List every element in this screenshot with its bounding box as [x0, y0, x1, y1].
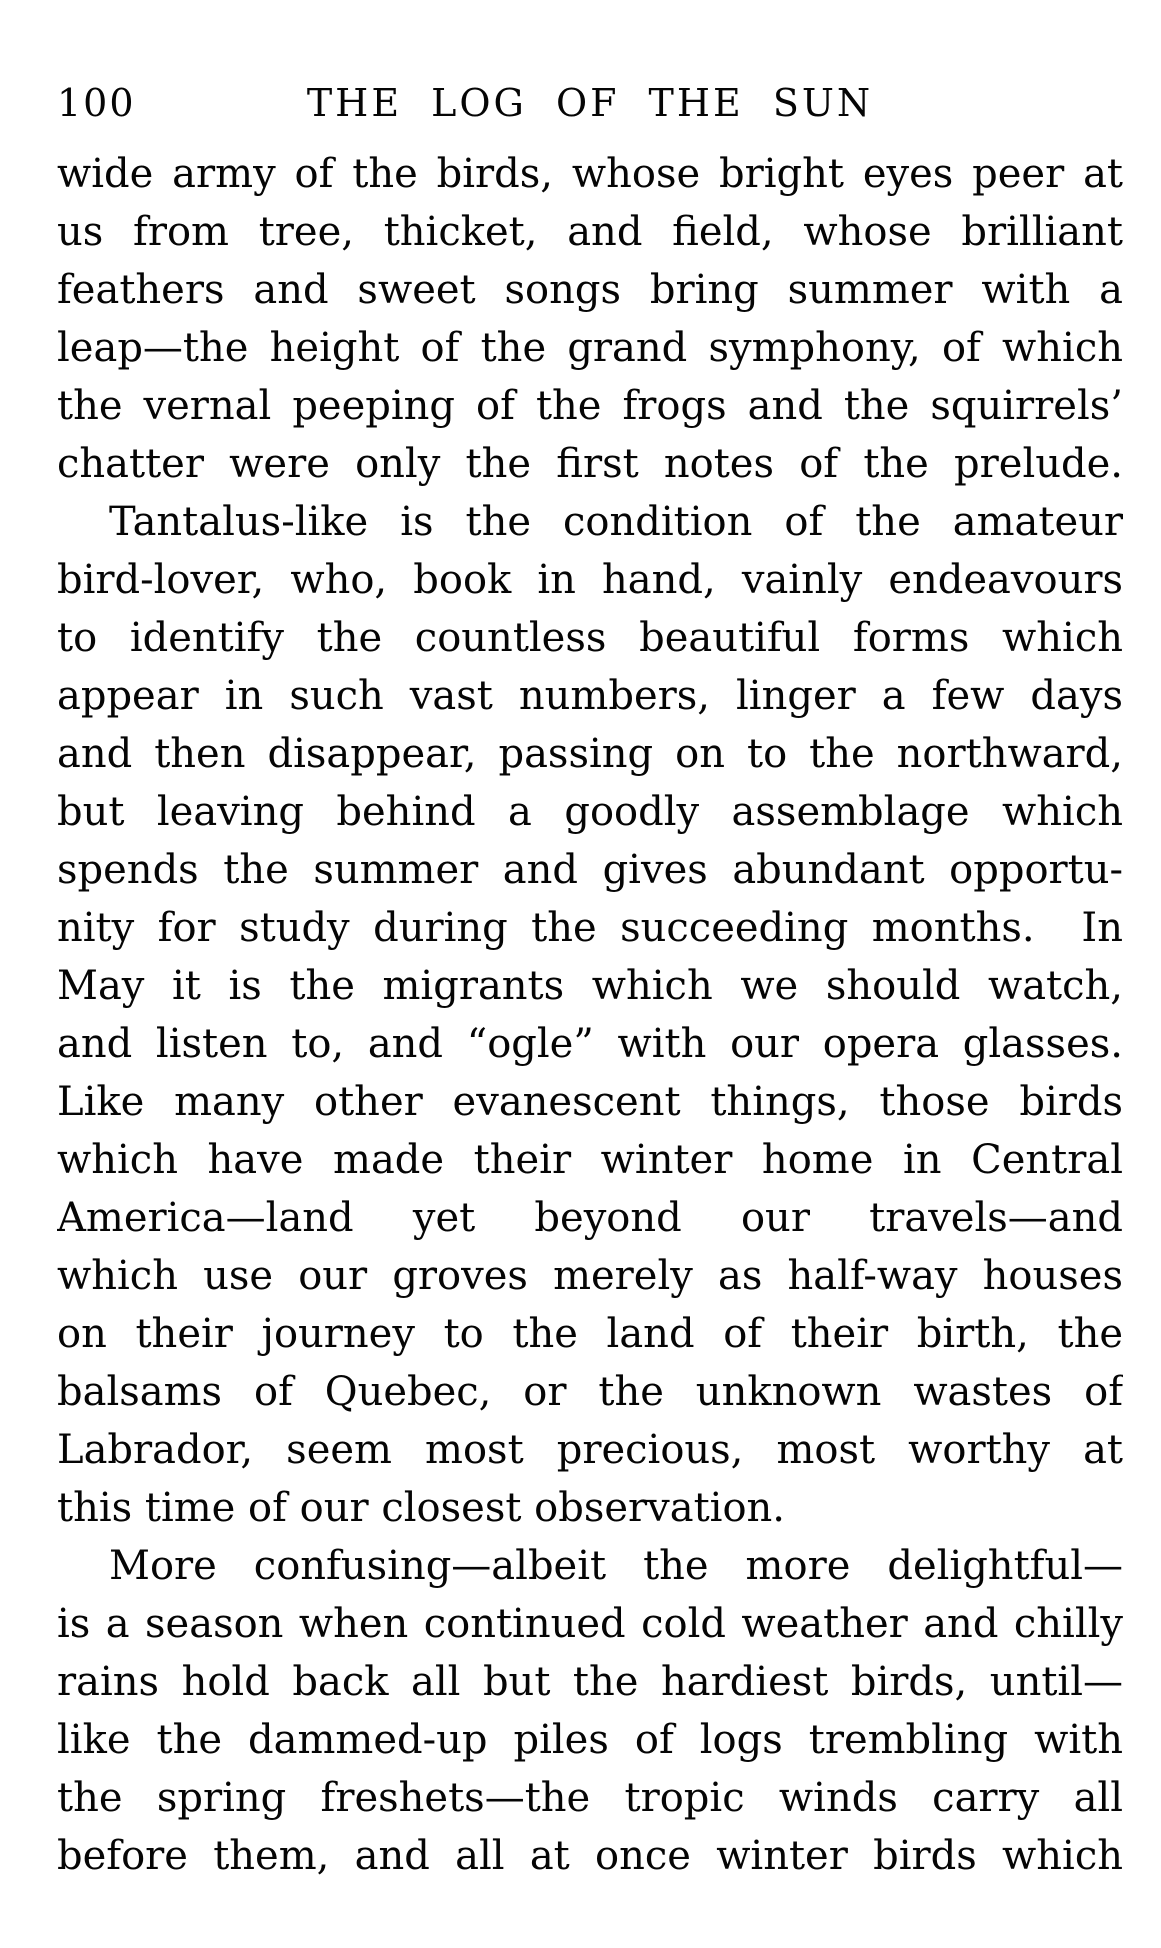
text-line: on their journey to the land of their birth, the	[57, 1311, 1123, 1357]
text-line: Tantalus-like is the condition of the amateur	[109, 499, 1123, 545]
text-line: which use our groves merely as half-way houses	[57, 1253, 1123, 1299]
text-line: chatter were only the first notes of the prelude.	[57, 441, 1123, 487]
text-line: before them, and all at once winter birds which	[57, 1833, 1123, 1879]
text-line: More confusing—albeit the more delightful—	[109, 1543, 1123, 1589]
text-line: May it is the migrants which we should watch,	[57, 963, 1123, 1009]
text-line: but leaving behind a goodly assemblage which	[57, 789, 1123, 835]
text-line: America—land yet beyond our travels—and	[57, 1195, 1123, 1241]
text-line: us from tree, thicket, and field, whose brilliant	[57, 209, 1123, 255]
text-line: the spring freshets—the tropic winds carry all	[57, 1775, 1123, 1821]
text-line: and listen to, and “ogle” with our opera glasses.	[57, 1021, 1123, 1067]
text-line: the vernal peeping of the frogs and the squirrels’	[57, 383, 1123, 429]
text-line: this time of our closest observation.	[57, 1485, 786, 1531]
text-line: Like many other evanescent things, those birds	[57, 1079, 1123, 1125]
text-line: is a season when continued cold weather and chilly	[57, 1601, 1123, 1647]
text-line: appear in such vast numbers, linger a few days	[57, 673, 1123, 719]
text-line: bird-lover, who, book in hand, vainly endeavours	[57, 557, 1123, 603]
text-line: Labrador, seem most precious, most worthy at	[57, 1427, 1123, 1473]
text-line: to identify the countless beautiful forms which	[57, 615, 1123, 661]
text-line: leap—the height of the grand symphony, of which	[57, 325, 1123, 371]
text-line: which have made their winter home in Central	[57, 1137, 1123, 1183]
running-header	[57, 80, 1123, 126]
running-title: THE LOG OF THE SUN	[306, 81, 874, 125]
text-line: spends the summer and gives abundant opportu-	[57, 847, 1123, 893]
text-line: and then disappear, passing on to the northward,	[57, 731, 1123, 777]
text-line: wide army of the birds, whose bright eyes peer at	[57, 151, 1123, 197]
text-line: nity for study during the succeeding months. In	[57, 905, 1123, 951]
page-text	[57, 145, 1123, 1885]
text-line: feathers and sweet songs bring summer with a	[57, 267, 1123, 313]
page-number: 100	[57, 81, 136, 125]
text-line: like the dammed-up piles of logs trembling with	[57, 1717, 1123, 1763]
text-line: balsams of Quebec, or the unknown wastes of	[57, 1369, 1123, 1415]
text-line: rains hold back all but the hardiest birds, until—	[57, 1659, 1123, 1705]
